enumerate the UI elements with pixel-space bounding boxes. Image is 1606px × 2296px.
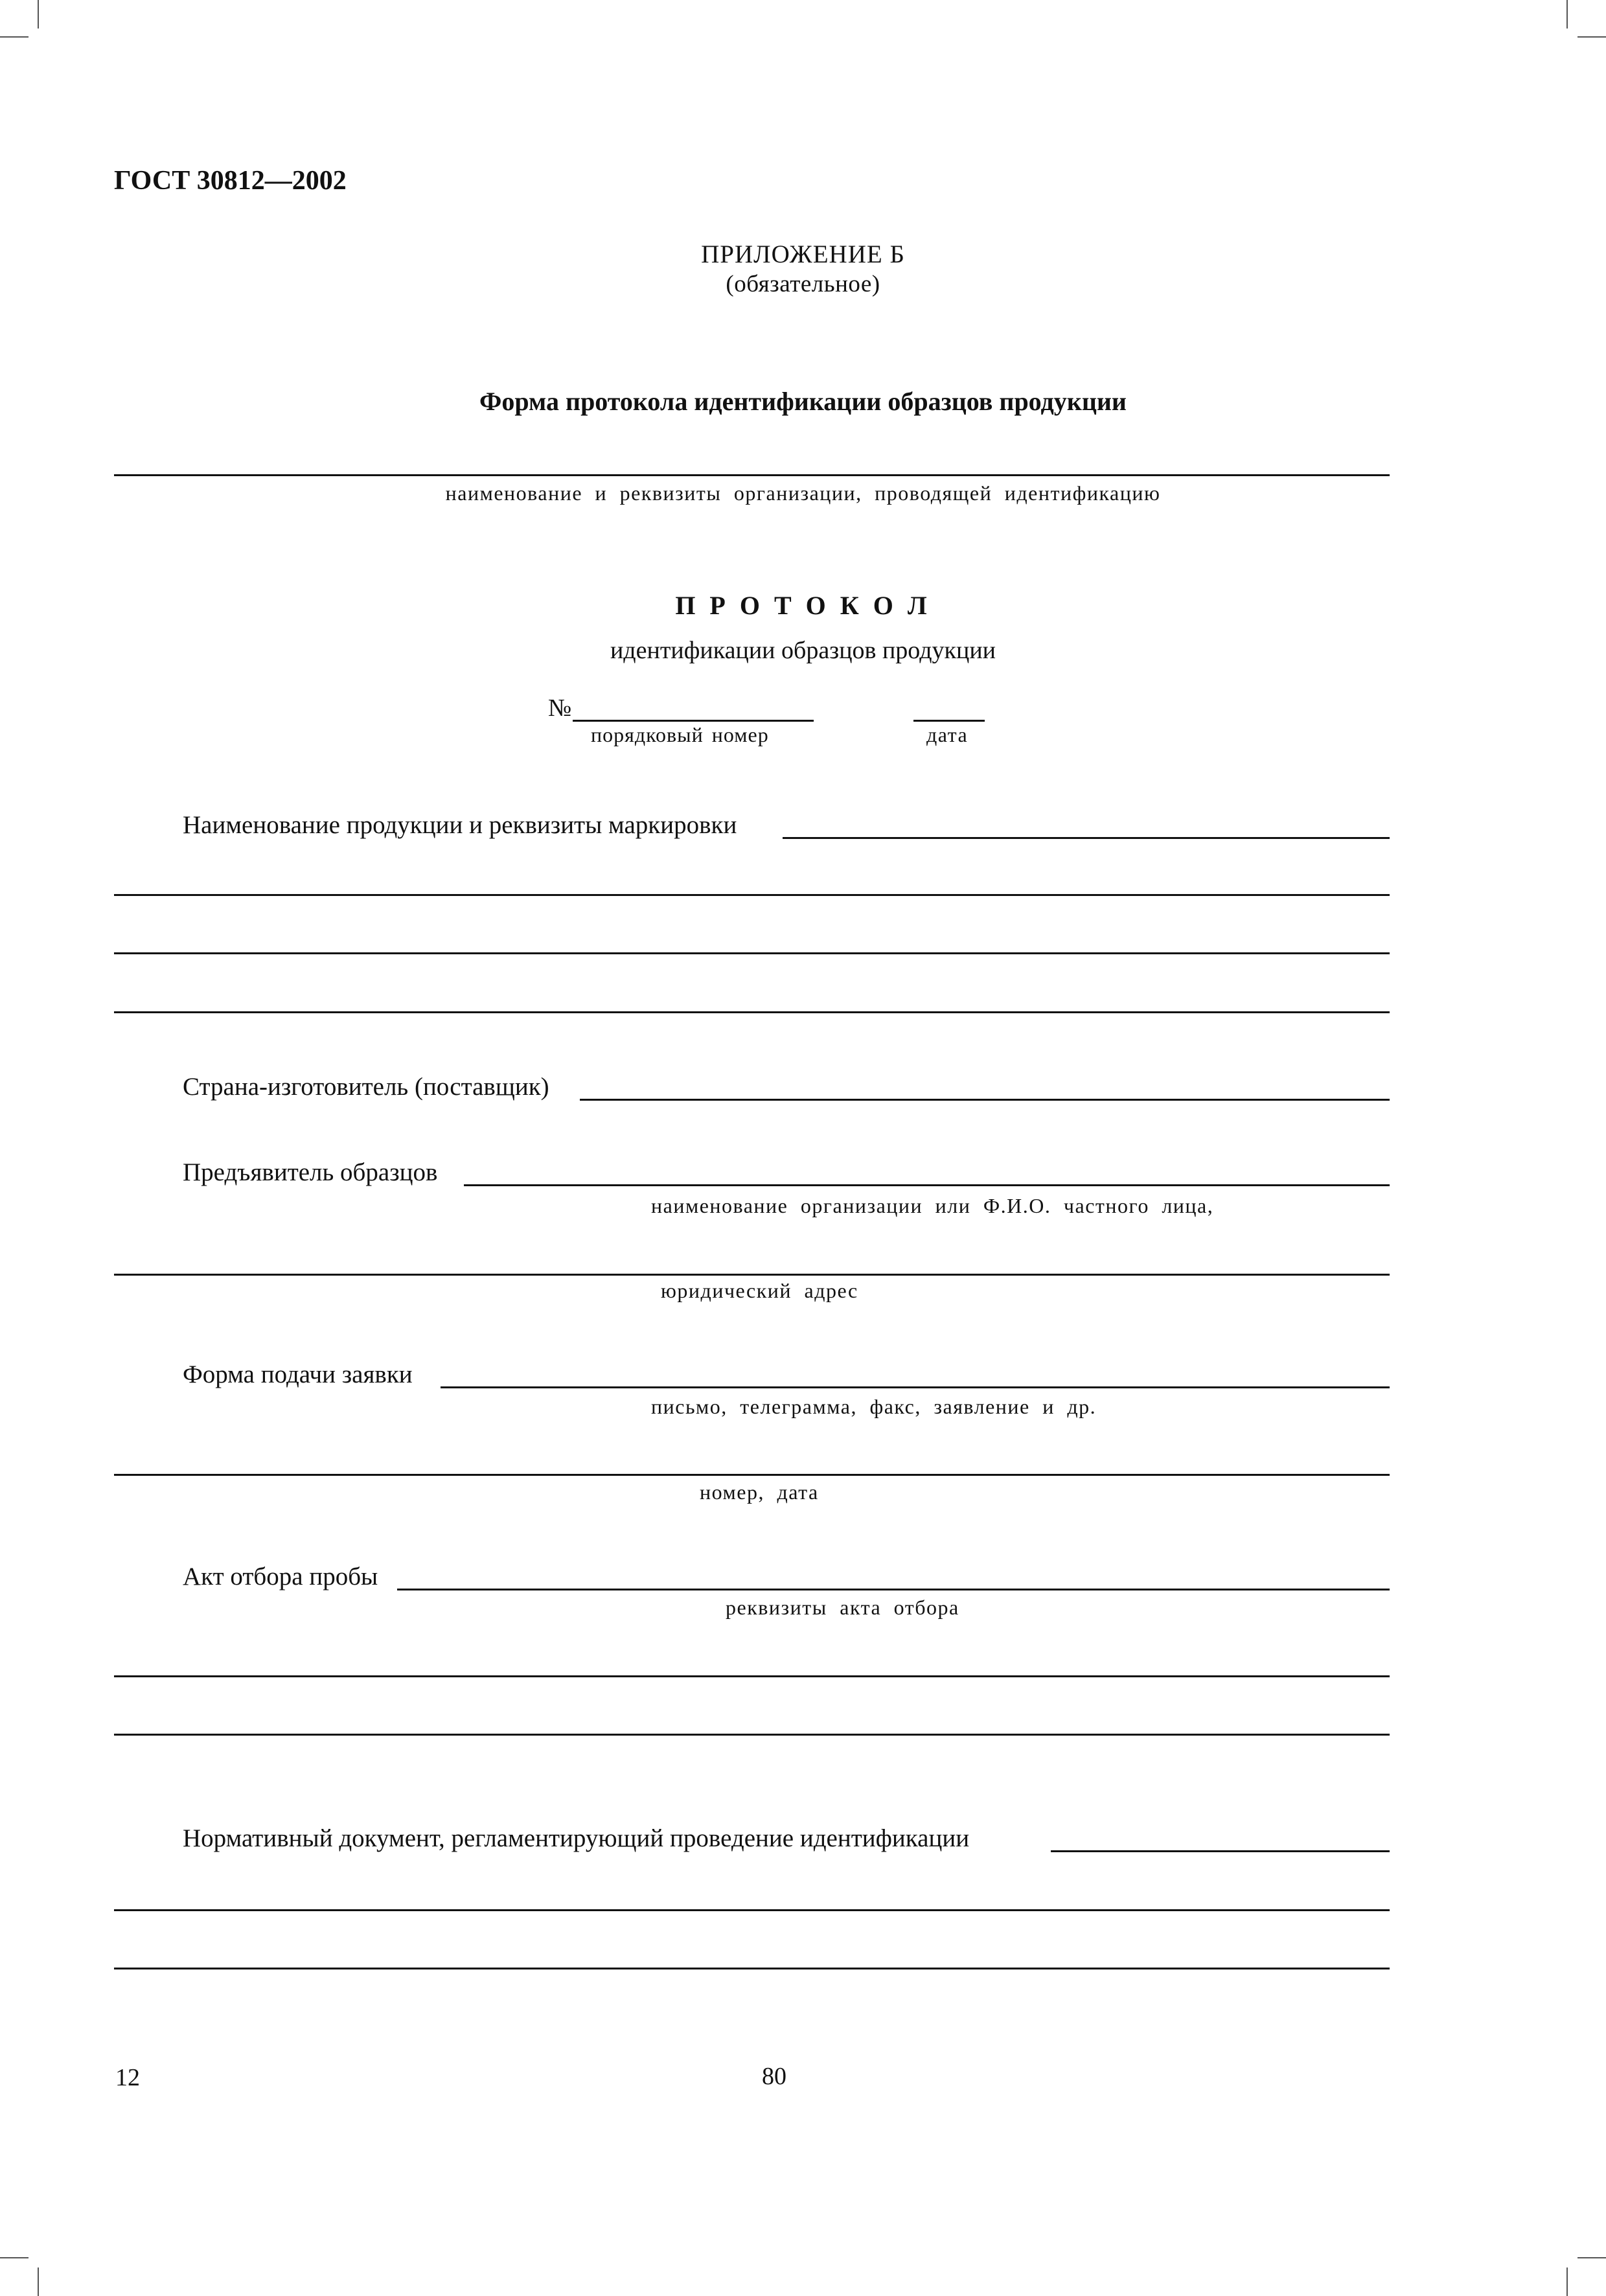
number-caption: порядковый номер bbox=[591, 723, 769, 746]
presenter-label: Предъявитель образцов bbox=[183, 1158, 438, 1186]
organization-caption: наименование и реквизиты организации, проводящей идентификацию bbox=[445, 481, 1161, 505]
standard-number: ГОСТ 30812—2002 bbox=[114, 166, 347, 196]
product-name-line[interactable] bbox=[783, 837, 1390, 839]
presenter-line[interactable] bbox=[464, 1184, 1390, 1186]
crop-mark bbox=[0, 36, 29, 38]
crop-mark bbox=[1577, 36, 1606, 38]
presenter-caption: наименование организации или Ф.И.О. частного лица, bbox=[651, 1194, 1214, 1217]
sampling-act-label: Акт отбора пробы bbox=[183, 1563, 378, 1590]
form-title: Форма протокола идентификации образцов продукции bbox=[479, 387, 1127, 416]
page-number-left: 12 bbox=[115, 2064, 140, 2091]
annex-status: (обязательное) bbox=[726, 271, 880, 297]
application-form-label: Форма подачи заявки bbox=[183, 1360, 413, 1388]
organization-line[interactable] bbox=[114, 474, 1390, 476]
country-label: Страна-изготовитель (поставщик) bbox=[183, 1073, 549, 1101]
presenter-address-caption: юридический адрес bbox=[661, 1279, 858, 1302]
number-line[interactable] bbox=[573, 720, 814, 722]
date-caption: дата bbox=[926, 723, 969, 746]
application-number-caption: номер, дата bbox=[700, 1480, 819, 1504]
sampling-act-line-2[interactable] bbox=[114, 1675, 1390, 1677]
crop-mark bbox=[1577, 2257, 1606, 2258]
crop-mark bbox=[38, 2267, 39, 2296]
product-name-label: Наименование продукции и реквизиты маркировки bbox=[183, 811, 737, 839]
date-line[interactable] bbox=[913, 720, 985, 722]
number-sign: № bbox=[548, 695, 572, 722]
normative-doc-line-3[interactable] bbox=[114, 1968, 1390, 1969]
crop-mark bbox=[38, 0, 39, 29]
sampling-act-line-3[interactable] bbox=[114, 1734, 1390, 1736]
country-line[interactable] bbox=[580, 1099, 1390, 1101]
annex-title: ПРИЛОЖЕНИЕ Б bbox=[701, 240, 905, 268]
protocol-subheading: идентификации образцов продукции bbox=[610, 637, 996, 664]
sampling-act-line[interactable] bbox=[397, 1589, 1390, 1590]
crop-mark bbox=[1566, 2267, 1568, 2296]
protocol-heading: П Р О Т О К О Л bbox=[675, 591, 931, 620]
page-number-center: 80 bbox=[762, 2063, 786, 2090]
application-number-line[interactable] bbox=[114, 1474, 1390, 1476]
normative-doc-label: Нормативный документ, регламентирующий проведение идентификации bbox=[183, 1824, 970, 1852]
product-name-line-3[interactable] bbox=[114, 952, 1390, 954]
application-caption: письмо, телеграмма, факс, заявление и др. bbox=[651, 1395, 1097, 1418]
crop-mark bbox=[1566, 0, 1568, 29]
normative-doc-line-2[interactable] bbox=[114, 1909, 1390, 1911]
sampling-caption: реквизиты акта отбора bbox=[726, 1596, 959, 1619]
normative-doc-line[interactable] bbox=[1051, 1850, 1390, 1852]
product-name-line-4[interactable] bbox=[114, 1011, 1390, 1013]
application-form-line[interactable] bbox=[441, 1386, 1390, 1388]
product-name-line-2[interactable] bbox=[114, 894, 1390, 896]
crop-mark bbox=[0, 2257, 29, 2258]
presenter-address-line[interactable] bbox=[114, 1274, 1390, 1276]
